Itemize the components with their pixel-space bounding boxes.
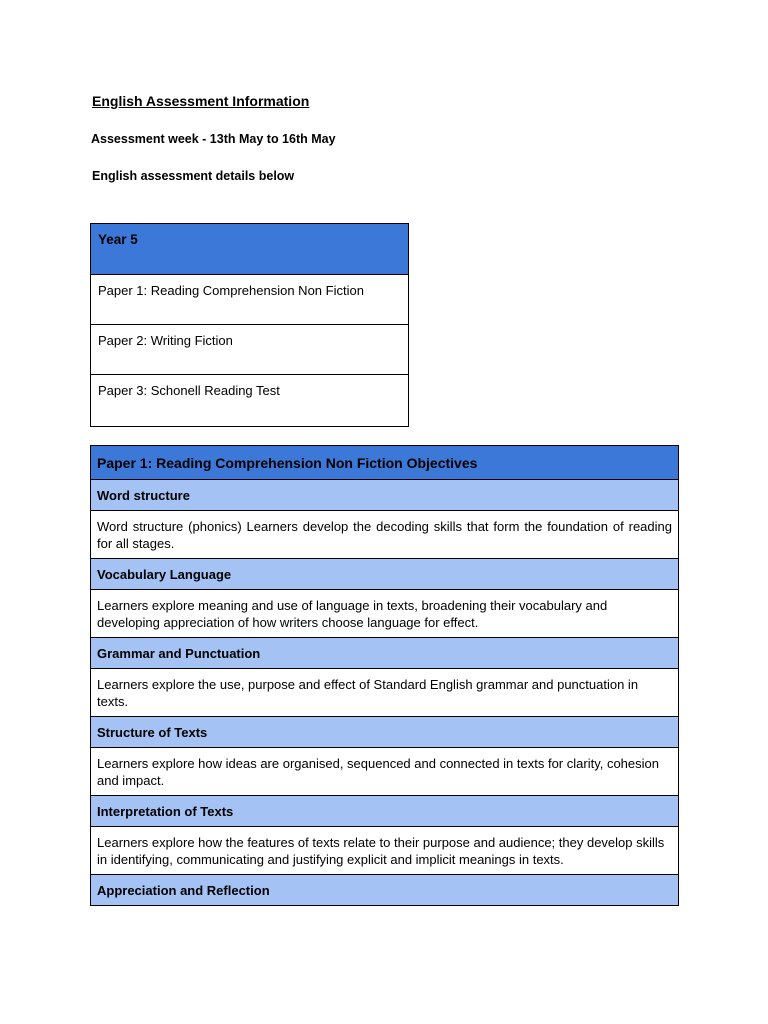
- section-text: Learners explore meaning and use of language in texts, broadening their vocabulary and developing appreciation of how writers choose language for effect.: [91, 590, 679, 638]
- section-heading: Grammar and Punctuation: [91, 638, 679, 669]
- section-heading: Vocabulary Language: [91, 559, 679, 590]
- objectives-table: [90, 445, 679, 906]
- section-text: Word structure (phonics) Learners develop the decoding skills that form the foundation of reading for all stages.: [91, 511, 679, 559]
- section-heading: Structure of Texts: [91, 717, 679, 748]
- section-heading: Interpretation of Texts: [91, 796, 679, 827]
- year-table: [90, 223, 409, 427]
- section-heading: Word structure: [91, 480, 679, 511]
- year-table-header: Year 5: [91, 224, 409, 275]
- details-line: English assessment details below: [92, 169, 295, 183]
- section-text: Learners explore the use, purpose and effect of Standard English grammar and punctuation in texts.: [91, 669, 679, 717]
- section-text: Learners explore how ideas are organised, sequenced and connected in texts for clarity, cohesion and impact.: [91, 748, 679, 796]
- year-table-row: Paper 3: Schonell Reading Test: [91, 375, 409, 427]
- document-title: English Assessment Information: [92, 93, 310, 109]
- year-table-row: Paper 1: Reading Comprehension Non Fiction: [91, 275, 409, 325]
- objectives-table-header: Paper 1: Reading Comprehension Non Fiction Objectives: [91, 446, 679, 480]
- year-table-row: Paper 2: Writing Fiction: [91, 325, 409, 375]
- section-heading: Appreciation and Reflection: [91, 875, 679, 906]
- section-text: Learners explore how the features of texts relate to their purpose and audience; they develop skills in identifying, communicating and justifying explicit and implicit meanings in texts.: [91, 827, 679, 875]
- assessment-week: Assessment week - 13th May to 16th May: [91, 132, 336, 146]
